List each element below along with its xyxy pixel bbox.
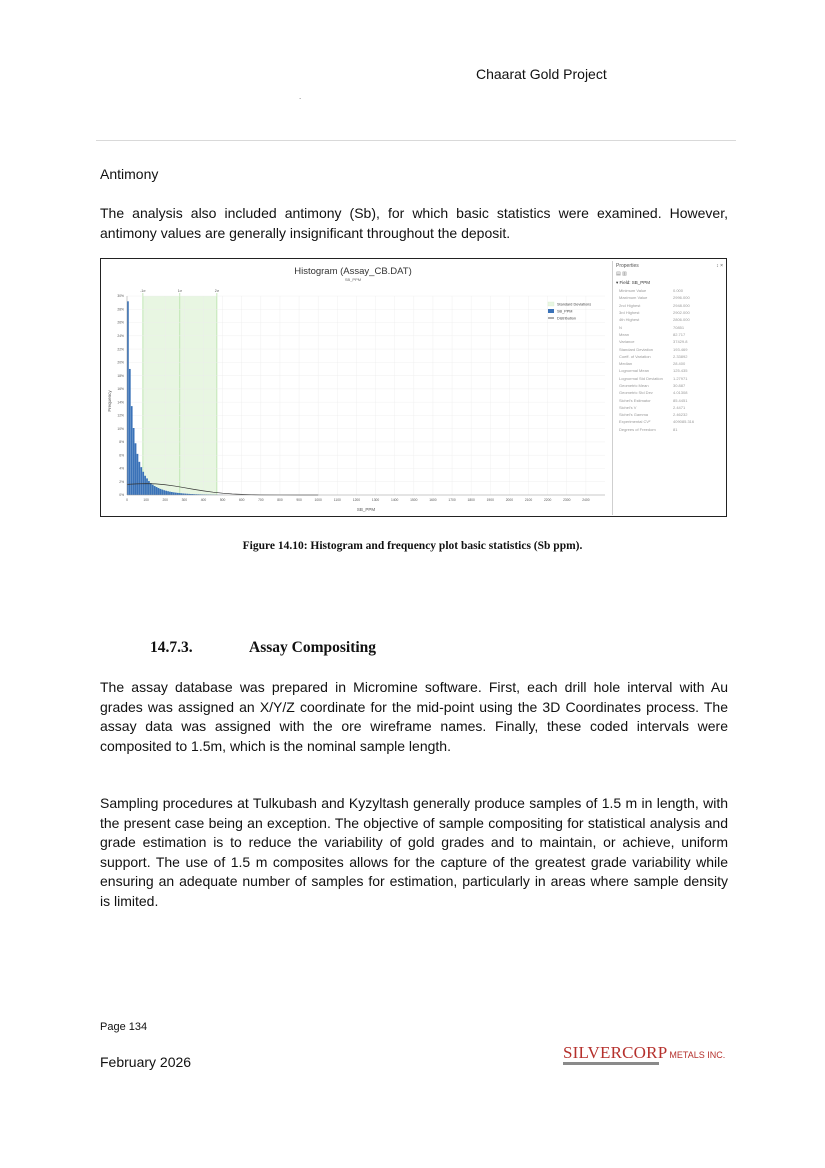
property-value: 0.000 xyxy=(673,288,684,294)
y-axis-label: Frequency xyxy=(107,390,112,412)
property-label: Maximum Value xyxy=(619,295,648,301)
x-tick-label: 1200 xyxy=(352,498,361,502)
histogram-bar xyxy=(127,301,129,495)
histogram-bar xyxy=(181,493,183,495)
property-label: Mean xyxy=(619,331,630,337)
chart-title: Histogram (Assay_CB.DAT) xyxy=(294,266,412,277)
std-dev-label: -1σ xyxy=(140,289,146,293)
property-label: 3rd Highest xyxy=(619,310,640,316)
histogram-bar xyxy=(152,485,154,495)
x-tick-label: 100 xyxy=(143,498,149,502)
histogram-bar xyxy=(140,467,142,495)
legend-label-std: Standard Deviations xyxy=(557,302,592,307)
x-tick-label: 1600 xyxy=(429,498,437,502)
logo-sub-text: METALS INC. xyxy=(669,1050,726,1060)
property-value: 85.4451 xyxy=(673,397,688,403)
y-tick-label: 12% xyxy=(117,413,124,418)
x-tick-label: 1100 xyxy=(333,498,341,502)
property-row xyxy=(619,287,696,294)
property-label: Geometric Mean xyxy=(619,383,649,388)
histogram-bar xyxy=(167,491,169,495)
properties-controls[interactable]: ↕ × xyxy=(716,263,723,269)
subsection-number: 14.7.3. xyxy=(150,639,193,656)
x-tick-label: 1000 xyxy=(314,498,322,502)
property-row xyxy=(619,294,696,301)
properties-panel xyxy=(612,261,726,515)
property-row xyxy=(619,375,696,382)
x-tick-label: 1900 xyxy=(486,498,494,502)
subsection-title: Assay Compositing xyxy=(249,639,377,656)
property-row xyxy=(619,418,696,425)
histogram-bar xyxy=(131,406,133,495)
legend-swatch-sb xyxy=(548,309,554,313)
page-number: Page 134 xyxy=(100,1021,148,1033)
property-row xyxy=(619,426,696,433)
histogram-chart xyxy=(101,259,612,516)
x-tick-label: 2400 xyxy=(582,498,590,502)
property-row xyxy=(619,331,696,338)
property-row xyxy=(619,404,696,411)
x-tick-label: 2200 xyxy=(543,498,552,502)
property-row xyxy=(619,338,696,345)
histogram-bar xyxy=(179,493,181,495)
y-tick-label: 10% xyxy=(117,426,124,431)
property-value: 30.887 xyxy=(673,383,686,388)
property-row xyxy=(619,309,696,316)
property-label: Variance xyxy=(619,339,635,345)
property-label: Lognormal Std Deviation xyxy=(619,375,663,381)
property-value: 2806.000 xyxy=(673,317,690,323)
property-label: Median xyxy=(619,361,633,367)
x-axis-label: SB_PPM xyxy=(356,507,376,512)
property-value: 2996.000 xyxy=(673,295,690,301)
histogram-bar xyxy=(133,428,135,495)
y-tick-label: 16% xyxy=(117,387,124,392)
property-value: 81 xyxy=(673,426,678,432)
histogram-bar xyxy=(138,462,140,495)
histogram-bar xyxy=(165,491,167,495)
y-tick-label: 26% xyxy=(117,320,124,325)
x-tick-label: 800 xyxy=(277,498,283,502)
histogram-bar xyxy=(156,487,158,495)
y-tick-label: 22% xyxy=(117,347,124,352)
property-row xyxy=(619,323,696,330)
x-tick-label: 2300 xyxy=(563,498,571,502)
histogram-bar xyxy=(144,476,146,495)
y-tick-label: 14% xyxy=(117,400,124,405)
property-value: 193.469 xyxy=(673,346,688,352)
property-value: 28.400 xyxy=(673,361,686,367)
property-row xyxy=(619,396,696,403)
property-label: Sichel's V xyxy=(619,404,637,410)
x-tick-label: 300 xyxy=(181,498,188,502)
property-label: Standard Deviation xyxy=(619,346,654,352)
property-value: 409085.316 xyxy=(673,419,695,425)
x-tick-label: 1400 xyxy=(391,498,399,502)
property-row xyxy=(619,345,696,352)
chart-subtitle: SB_PPM xyxy=(344,277,362,282)
x-tick-label: 900 xyxy=(296,498,302,502)
histogram-bar xyxy=(169,492,171,495)
property-value: 2.46232 xyxy=(673,412,688,418)
x-tick-label: 1700 xyxy=(448,498,456,502)
property-label: Experimental CV² xyxy=(619,419,651,425)
x-tick-label: 1800 xyxy=(467,498,475,502)
property-label: Sichel's Gamma xyxy=(619,412,648,418)
histogram-bar xyxy=(154,486,156,495)
properties-field-header[interactable]: ▾ Field: SB_PPM xyxy=(616,280,651,285)
silvercorp-logo xyxy=(563,1043,725,1063)
property-value: 125.435 xyxy=(673,368,688,374)
x-tick-label: 500 xyxy=(219,498,226,502)
histogram-bar xyxy=(161,490,163,495)
std-dev-label: 2σ xyxy=(214,289,219,293)
x-tick-label: 700 xyxy=(258,498,264,502)
histogram-figure xyxy=(100,258,727,517)
figure-caption: Figure 14.10: Histogram and frequency plot basic statistics (Sb ppm). xyxy=(242,540,583,552)
histogram-bar xyxy=(148,481,150,495)
property-label: 4th Highest xyxy=(619,317,640,323)
property-value: 2948.000 xyxy=(673,302,690,308)
histogram-bar xyxy=(173,492,175,495)
property-label: 2nd Highest xyxy=(619,302,641,308)
histogram-bar xyxy=(135,443,137,495)
y-tick-label: 28% xyxy=(117,307,124,312)
property-row xyxy=(619,367,696,374)
x-tick-label: 200 xyxy=(162,498,168,502)
x-tick-label: 2000 xyxy=(505,498,514,502)
property-label: Coeff. of Variation xyxy=(619,353,651,359)
properties-toolbar[interactable]: ▤ ▥ xyxy=(616,271,627,277)
histogram-bar xyxy=(160,489,162,495)
y-tick-label: 6% xyxy=(119,453,124,458)
y-tick-label: 2% xyxy=(119,479,124,484)
property-value: 37429.8 xyxy=(673,339,688,345)
histogram-bar xyxy=(137,454,139,495)
property-value: 2.4471 xyxy=(673,404,686,410)
legend-label-sb: SB_PPM xyxy=(557,309,573,314)
y-tick-label: 30% xyxy=(117,294,124,299)
y-tick-label: 4% xyxy=(119,466,124,471)
property-row xyxy=(619,353,696,360)
property-row xyxy=(619,360,696,367)
property-value: 1.27971 xyxy=(673,375,688,381)
property-value: 82.717 xyxy=(673,331,686,337)
section-heading: Antimony xyxy=(100,166,159,182)
x-tick-label: 1500 xyxy=(410,498,418,502)
property-row xyxy=(619,411,696,418)
x-tick-label: 1300 xyxy=(371,498,380,502)
histogram-bar xyxy=(177,493,179,495)
legend-label-dist: Distribution xyxy=(557,316,576,321)
legend-swatch-std xyxy=(548,302,554,306)
histogram-bar xyxy=(158,488,160,495)
chart-legend xyxy=(548,302,591,321)
property-label: Minimum Value xyxy=(619,288,647,294)
compositing-paragraph-2: Sampling procedures at Tulkubash and Kyzyltash generally produce samples of 1.5 m in length, with the present case being an exception. The objective of sample compositing for statistical analysis and grade estimation is to reduce the variability of gold grades and to maintain, or achieve, uniform support. The use of 1.5 m composites allows for the capture of the greatest grade variability while ensuring an adequate number of samples for estimation, particularly in areas where sample density is limited. xyxy=(100,795,728,909)
x-tick-label: 600 xyxy=(238,498,245,502)
property-row xyxy=(619,382,696,389)
property-value: 70851 xyxy=(673,324,685,330)
x-tick-label: 400 xyxy=(200,498,207,502)
logo-main-text: SILVERCORP xyxy=(563,1043,668,1062)
histogram-bar xyxy=(171,492,173,495)
compositing-paragraph-1: The assay database was prepared in Micromine software. First, each drill hole interval with Au grades was assigned an X/Y/Z coordinate for the mid-point using the 3D Coordinates process. The assay data was assigned with the ore wireframe names. Finally, these coded intervals were composited to 1.5m, which is the nominal sample length. xyxy=(100,679,728,754)
y-tick-label: 0% xyxy=(119,493,124,498)
histogram-bar xyxy=(150,483,152,495)
footer-date: February 2026 xyxy=(100,1054,192,1070)
histogram-bar xyxy=(175,493,177,495)
y-tick-label: 20% xyxy=(117,360,124,365)
histogram-bar xyxy=(163,490,165,495)
property-value: 2.33892 xyxy=(673,353,688,359)
property-row xyxy=(619,316,696,323)
property-label: Lognormal Mean xyxy=(619,368,650,374)
property-value: 4.01308 xyxy=(673,390,688,396)
header-dot: . xyxy=(299,92,302,101)
properties-title: Properties xyxy=(616,263,639,269)
histogram-bar xyxy=(129,369,131,495)
header-divider xyxy=(96,140,736,141)
antimony-paragraph: The analysis also included antimony (Sb), for which basic statistics were examined. However, antimony values are generally insignificant throughout the deposit. xyxy=(100,205,728,241)
y-tick-label: 18% xyxy=(117,373,124,378)
logo-underline xyxy=(563,1062,659,1065)
y-tick-label: 24% xyxy=(117,334,124,338)
property-row xyxy=(619,302,696,309)
x-tick-label: 0 xyxy=(126,498,128,502)
property-label: N xyxy=(619,324,622,330)
property-label: Degrees of Freedom xyxy=(619,426,656,432)
property-label: Sichel's Estimator xyxy=(619,397,651,403)
property-label: Geometric Std Dev xyxy=(619,390,653,396)
histogram-bar xyxy=(146,478,148,495)
properties-table xyxy=(619,287,696,433)
std-dev-label: 1σ xyxy=(177,289,182,293)
property-row xyxy=(619,389,696,396)
property-value: 2902.000 xyxy=(673,310,690,316)
y-tick-label: 8% xyxy=(119,440,124,445)
header-title: Chaarat Gold Project xyxy=(476,66,607,82)
x-tick-label: 2100 xyxy=(524,498,533,502)
